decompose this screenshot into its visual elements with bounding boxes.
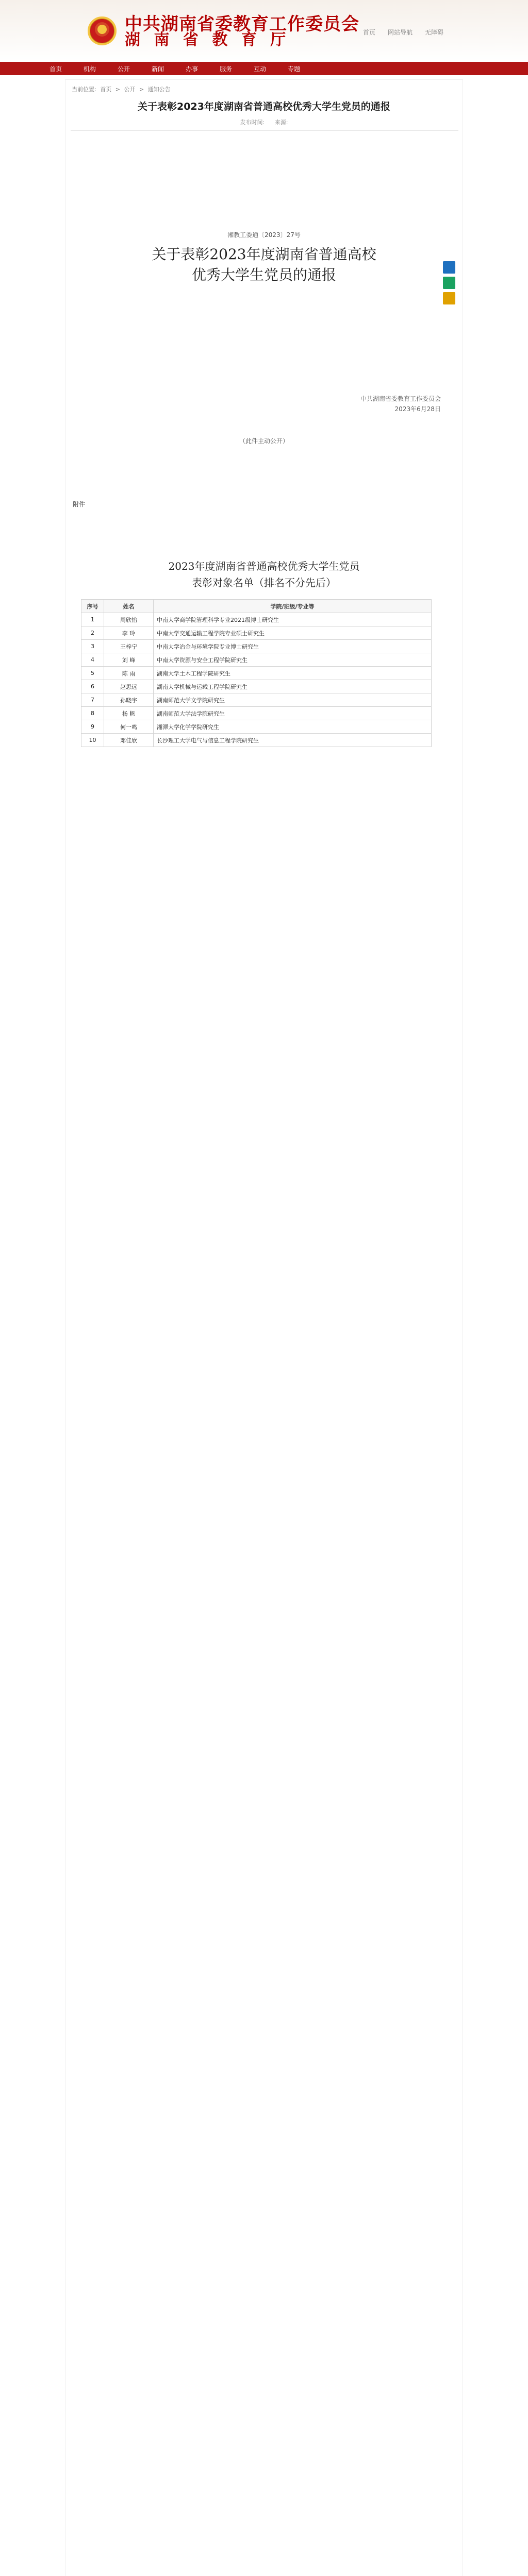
breadcrumb-separator: > bbox=[115, 86, 120, 93]
table-cell-details: 中南大学商学院管理科学专业2021级博士研究生 bbox=[154, 613, 432, 626]
table-cell-details: 湖南师范大学文学院研究生 bbox=[154, 693, 432, 707]
article-container bbox=[65, 79, 463, 2576]
site-subtitle: 湖 南 省 教 育 厅 bbox=[125, 31, 290, 49]
nav-item-interaction[interactable]: 互动 bbox=[254, 65, 267, 73]
issuer: 中共湖南省委教育工作委员会 bbox=[360, 395, 441, 402]
public-note: （此件主动公开） bbox=[239, 437, 289, 445]
table-cell-index: 1 bbox=[81, 613, 104, 626]
table-cell-details: 中南大学资源与安全工程学院研究生 bbox=[154, 653, 432, 667]
document-number: 湘教工委通〔2023〕27号 bbox=[227, 231, 301, 239]
top-header bbox=[0, 0, 528, 62]
nav-item-organization[interactable]: 机构 bbox=[84, 65, 96, 73]
table-cell-name: 赵思远 bbox=[104, 680, 154, 693]
table-cell-index: 5 bbox=[81, 667, 104, 680]
table-cell-name: 何一鸣 bbox=[104, 720, 154, 734]
top-link-accessibility[interactable]: 无障碍 bbox=[424, 29, 443, 36]
roster-table bbox=[81, 599, 432, 747]
table-cell-index: 8 bbox=[81, 707, 104, 720]
table-cell-details: 湖南大学机械与运载工程学院研究生 bbox=[154, 680, 432, 693]
table-cell-details: 湖南大学土木工程学院研究生 bbox=[154, 667, 432, 680]
table-cell-name: 王梓宁 bbox=[104, 640, 154, 653]
article-meta bbox=[65, 118, 463, 126]
nav-item-home[interactable]: 首页 bbox=[50, 65, 62, 73]
issue-date: 2023年6月28日 bbox=[394, 405, 441, 413]
table-row bbox=[81, 640, 432, 653]
top-link-home[interactable]: 首页 bbox=[362, 29, 375, 36]
nav-item-news[interactable]: 新闻 bbox=[152, 65, 164, 73]
attachment-label: 附件 bbox=[73, 501, 86, 508]
table-row bbox=[81, 653, 432, 667]
roster-table-wrapper bbox=[81, 599, 432, 747]
notice-subtitle: 优秀大学生党员的通报 bbox=[191, 266, 336, 283]
roster-title: 2023年度湖南省普通高校优秀大学生党员 bbox=[168, 560, 360, 572]
table-header-row bbox=[81, 600, 432, 613]
table-cell-index: 3 bbox=[81, 640, 104, 653]
table-header-details: 学院/班级/专业等 bbox=[154, 600, 432, 613]
breadcrumb bbox=[72, 85, 173, 93]
nav-item-support[interactable]: 服务 bbox=[220, 65, 233, 73]
table-cell-name: 周欣怡 bbox=[104, 613, 154, 626]
top-links bbox=[363, 28, 443, 37]
table-row bbox=[81, 680, 432, 693]
table-row bbox=[81, 693, 432, 707]
table-row bbox=[81, 720, 432, 734]
table-cell-name: 杨 帆 bbox=[104, 707, 154, 720]
table-cell-index: 9 bbox=[81, 720, 104, 734]
breadcrumb-separator: > bbox=[139, 86, 144, 93]
table-row bbox=[81, 707, 432, 720]
page-title: 关于表彰2023年度湖南省普通高校优秀大学生党员的通报 bbox=[138, 101, 390, 112]
table-cell-index: 4 bbox=[81, 653, 104, 667]
government-emblem-icon bbox=[88, 16, 117, 45]
breadcrumb-notice[interactable]: 通知公告 bbox=[147, 86, 171, 93]
table-cell-name: 孙晓宇 bbox=[104, 693, 154, 707]
table-row bbox=[81, 613, 432, 626]
nav-item-services[interactable]: 办事 bbox=[186, 65, 199, 73]
breadcrumb-home[interactable]: 首页 bbox=[100, 86, 112, 93]
share-print-icon[interactable] bbox=[443, 292, 455, 304]
table-cell-name: 陈 雨 bbox=[104, 667, 154, 680]
table-row bbox=[81, 667, 432, 680]
table-cell-index: 6 bbox=[81, 680, 104, 693]
table-cell-details: 长沙理工大学电气与信息工程学院研究生 bbox=[154, 734, 432, 747]
share-wechat-icon[interactable] bbox=[443, 277, 455, 289]
table-header-name: 姓名 bbox=[104, 600, 154, 613]
nav-item-public[interactable]: 公开 bbox=[118, 65, 130, 73]
table-row bbox=[81, 626, 432, 640]
breadcrumb-public[interactable]: 公开 bbox=[124, 86, 136, 93]
top-link-sitemap[interactable]: 网站导航 bbox=[387, 29, 412, 36]
table-cell-details: 中南大学冶金与环境学院专业博士研究生 bbox=[154, 640, 432, 653]
site-title: 中共湖南省委教育工作委员会 bbox=[125, 14, 359, 35]
title-divider bbox=[71, 130, 458, 131]
nav-item-topics[interactable]: 专题 bbox=[288, 65, 301, 73]
share-weibo-icon[interactable] bbox=[443, 261, 455, 274]
table-cell-name: 邓佳欣 bbox=[104, 734, 154, 747]
site-banner bbox=[88, 14, 359, 49]
table-cell-name: 李 玲 bbox=[104, 626, 154, 640]
table-cell-details: 中南大学交通运输工程学院专业硕士研究生 bbox=[154, 626, 432, 640]
table-row bbox=[81, 734, 432, 747]
share-tools bbox=[443, 261, 455, 308]
breadcrumb-label: 当前位置: bbox=[72, 86, 96, 93]
source-label: 来源: bbox=[274, 119, 288, 126]
notice-title: 关于表彰2023年度湖南省普通高校 bbox=[152, 246, 376, 263]
roster-subtitle: 表彰对象名单（排名不分先后） bbox=[192, 577, 336, 589]
main-nav bbox=[0, 62, 528, 75]
table-cell-index: 2 bbox=[81, 626, 104, 640]
table-header-index: 序号 bbox=[81, 600, 104, 613]
table-cell-index: 10 bbox=[81, 734, 104, 747]
table-cell-details: 湘潭大学化学学院研究生 bbox=[154, 720, 432, 734]
table-cell-name: 刘 峰 bbox=[104, 653, 154, 667]
publish-time-label: 发布时间: bbox=[240, 119, 265, 126]
table-cell-details: 湖南师范大学法学院研究生 bbox=[154, 707, 432, 720]
table-cell-index: 7 bbox=[81, 693, 104, 707]
